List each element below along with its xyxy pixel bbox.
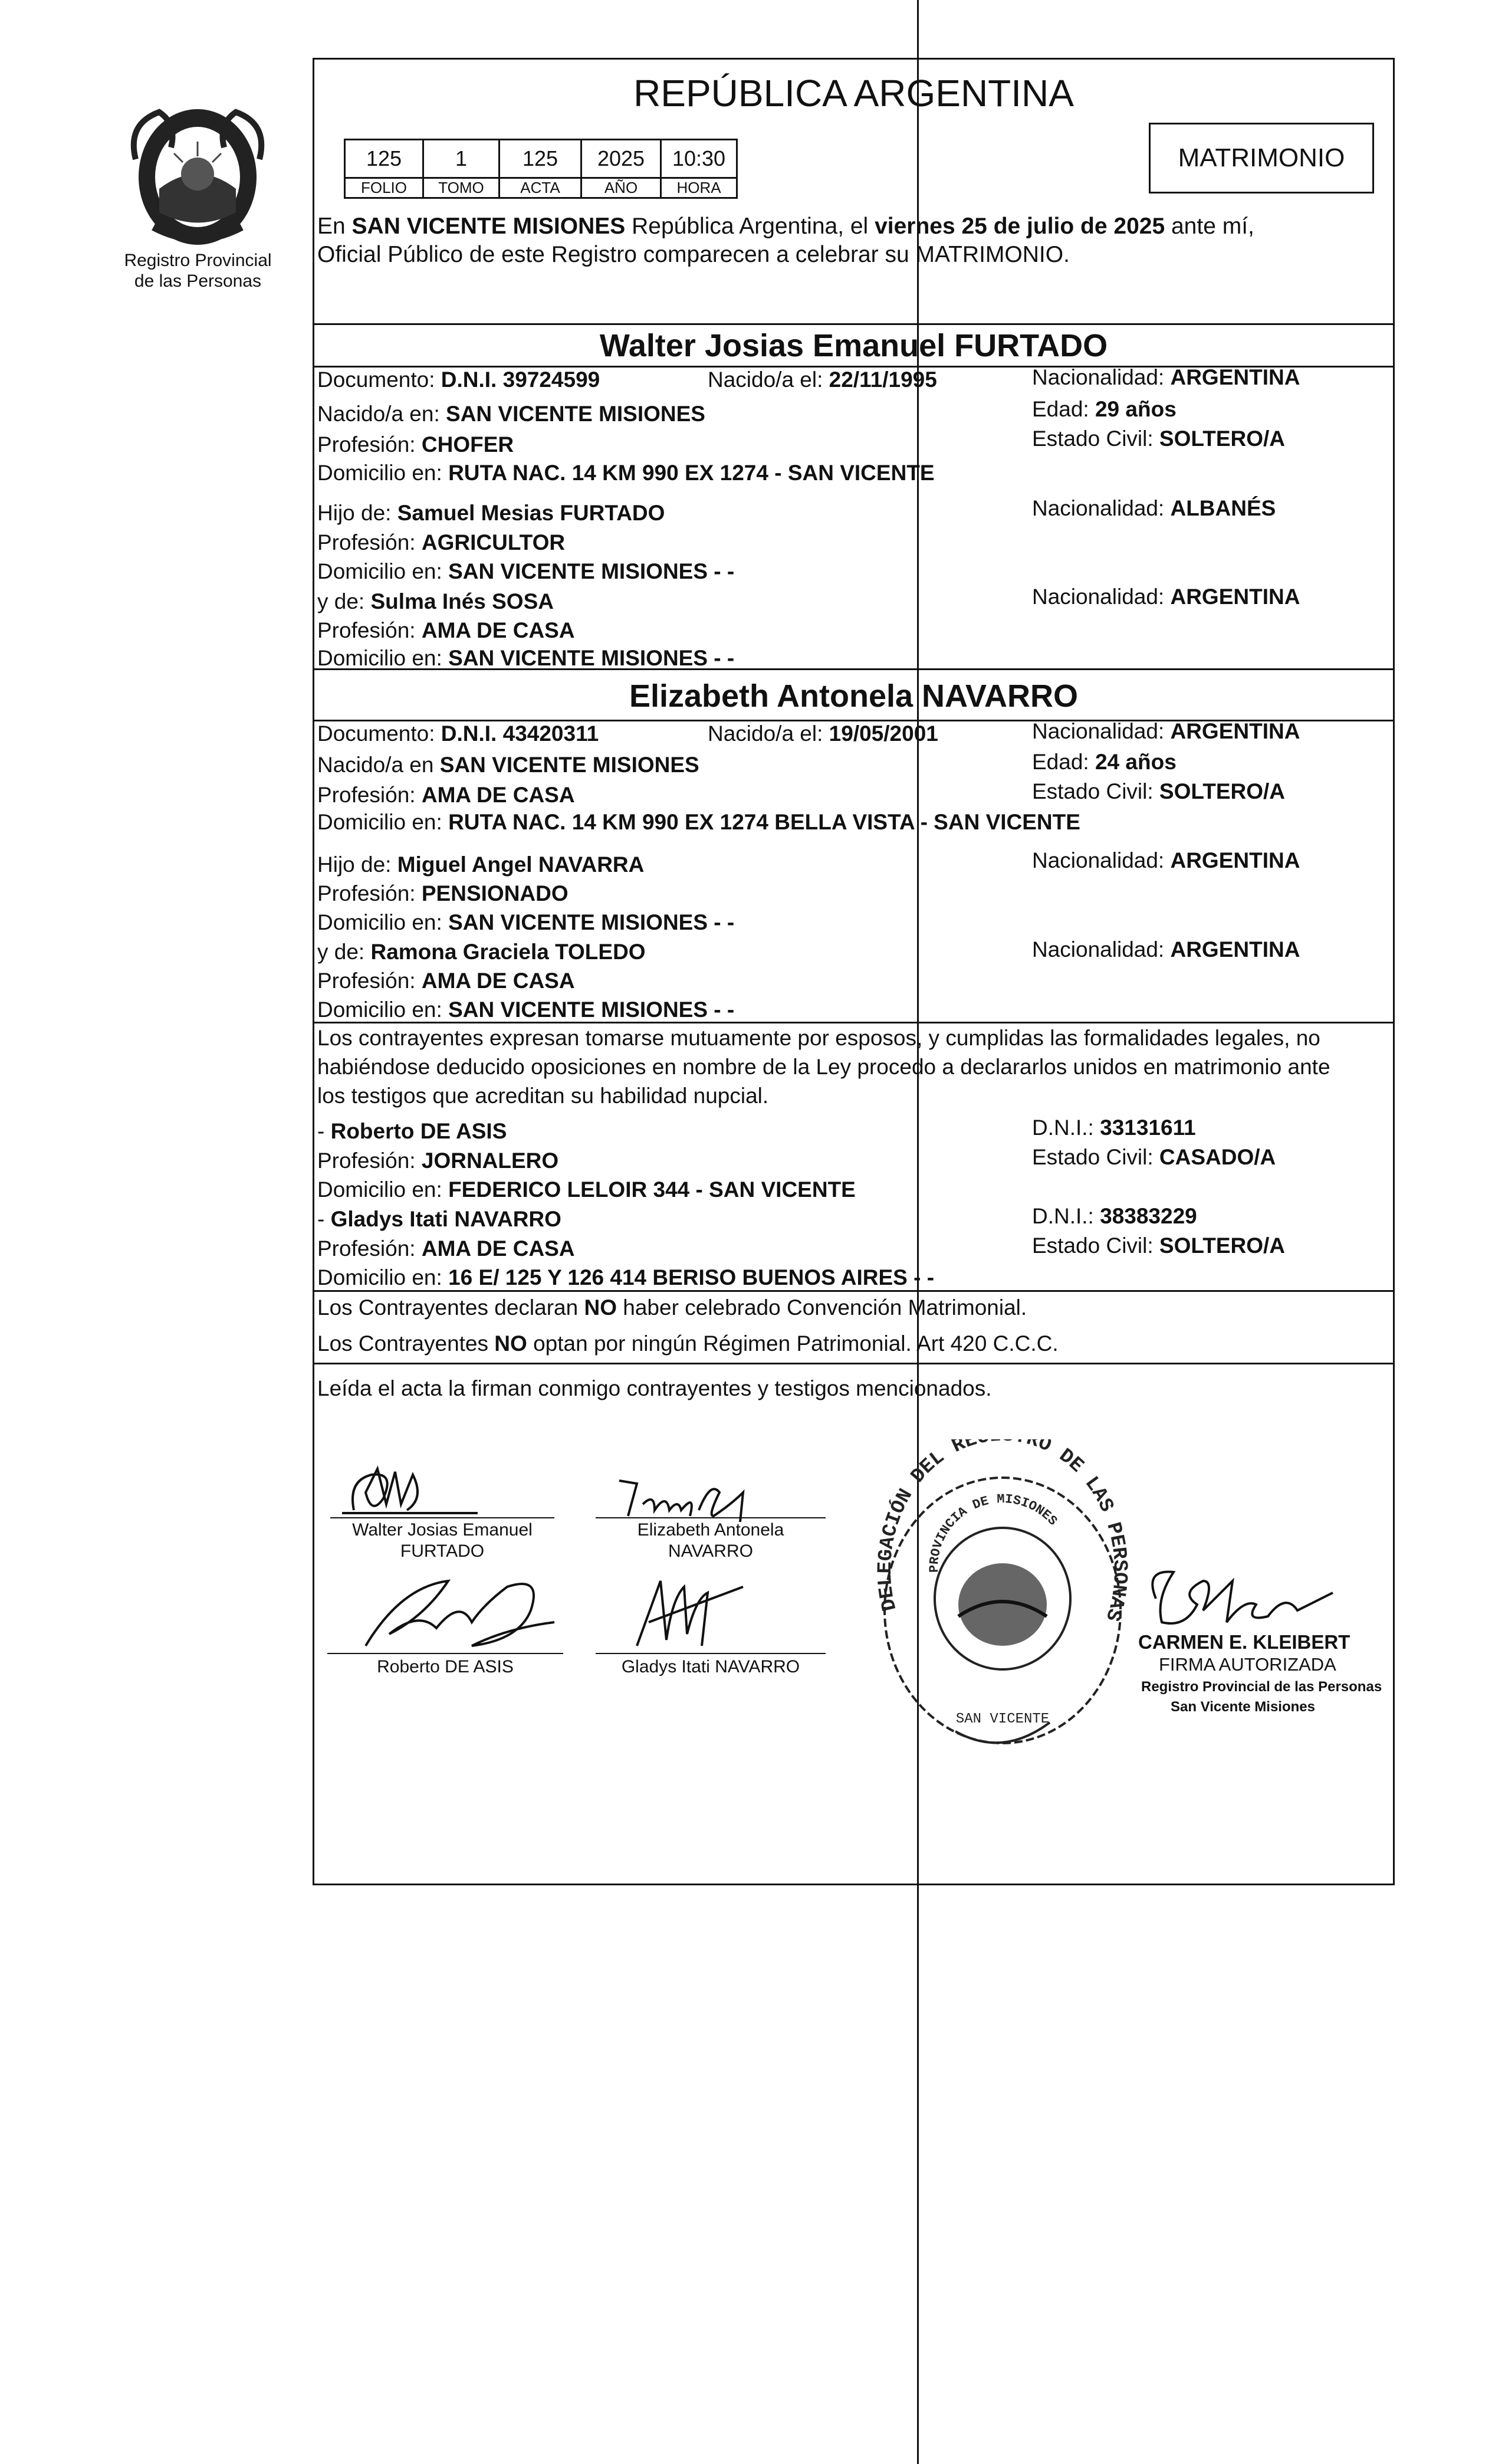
signature-witness2-name: Gladys Itati NAVARRO <box>621 1657 800 1676</box>
seal-icon <box>861 1439 1144 1746</box>
official-office: Registro Provincial de las Personas <box>1141 1679 1382 1695</box>
signature-witness1 <box>330 1563 578 1658</box>
province-logo <box>118 88 277 254</box>
spouse2-mother: y de: Ramona Graciela TOLEDO <box>317 940 646 964</box>
page-title: REPÚBLICA ARGENTINA <box>633 72 1074 114</box>
spouse2-age: Edad: 24 años <box>1032 750 1177 774</box>
seal-outer-text: DELEGACIÓN DEL RE RO DE LAS PERSONAS <box>874 1439 1131 1624</box>
signature-official <box>1120 1557 1368 1634</box>
spouse1-father-nat: Nacionalidad: ALBANÉS <box>1032 496 1276 520</box>
spouse1-addr: Domicilio en: RUTA NAC. 14 KM 990 EX 1274 - SAN VICENTE <box>317 461 935 485</box>
signature-witness1-name: Roberto DE ASIS <box>377 1657 514 1676</box>
acta-value: 125 <box>500 140 581 178</box>
spouse1-mother-prof: Profesión: AMA DE CASA <box>317 618 575 642</box>
convention-line-2: Los Contrayentes NO optan por ningún Régimen Patrimonial. Art 420 C.C.C. <box>317 1331 1059 1356</box>
acta-label: ACTA <box>500 178 581 198</box>
hora-value: 10:30 <box>661 140 737 178</box>
spouse1-doc: Documento: D.N.I. 39724599 <box>317 368 600 392</box>
spouse2-civil: Estado Civil: SOLTERO/A <box>1032 779 1286 803</box>
divider <box>313 1363 1395 1364</box>
doc-type: MATRIMONIO <box>1178 143 1345 172</box>
witness2-prof: Profesión: AMA DE CASA <box>317 1236 575 1261</box>
intro-city: SAN VICENTE MISIONES <box>351 214 626 239</box>
witness1-name: - Roberto DE ASIS <box>317 1119 507 1143</box>
declaration-line-3: los testigos que acreditan su habilidad nupcial. <box>317 1084 769 1108</box>
closing-text: Leída el acta la firman conmigo contrayentes y testigos mencionados. <box>317 1376 992 1400</box>
spouse1-father-addr: Domicilio en: SAN VICENTE MISIONES - - <box>317 559 735 583</box>
witness2-name: - Gladys Itati NAVARRO <box>317 1207 561 1231</box>
spouse2-nat: Nacionalidad: ARGENTINA <box>1032 719 1300 743</box>
intro-date: viernes 25 de julio de 2025 <box>875 214 1165 239</box>
spouse1-civil: Estado Civil: SOLTERO/A <box>1032 426 1286 451</box>
witness1-civil: Estado Civil: CASADO/A <box>1032 1145 1276 1169</box>
logo-caption-2: de las Personas <box>134 271 262 291</box>
spouse2-mother-prof: Profesión: AMA DE CASA <box>317 969 575 993</box>
spouse2-addr: Domicilio en: RUTA NAC. 14 KM 990 EX 1274 BELLA VISTA - SAN VICENTE <box>317 810 1080 834</box>
declaration-line-1: Los contrayentes expresan tomarse mutuamente por esposos, y cumplidas las formalidades legales, no <box>317 1026 1320 1050</box>
hora-label: HORA <box>661 178 737 198</box>
signature-spouse1 <box>330 1457 495 1522</box>
witness2-civil: Estado Civil: SOLTERO/A <box>1032 1233 1286 1258</box>
spouse2-birthplace: Nacido/a en SAN VICENTE MISIONES <box>317 753 699 777</box>
folio-label: FOLIO <box>345 178 423 198</box>
spouse2-born: Nacido/a el: 19/05/2001 <box>708 721 938 746</box>
logo-caption-1: Registro Provincial <box>124 251 272 270</box>
tomo-value: 1 <box>423 140 500 178</box>
divider <box>313 323 1395 325</box>
record-table <box>344 139 738 199</box>
spouse1-father-prof: Profesión: AGRICULTOR <box>317 530 566 555</box>
official-location: San Vicente Misiones <box>1171 1699 1315 1715</box>
doc-type-box <box>1149 123 1374 193</box>
spouse1-nat: Nacionalidad: ARGENTINA <box>1032 365 1300 389</box>
signature-spouse2-name-2: NAVARRO <box>668 1541 753 1561</box>
spouse2-doc: Documento: D.N.I. 43420311 <box>317 721 599 746</box>
official-seal <box>861 1439 1144 1746</box>
seal-inner-text: PROVINCIA DE MISIONES <box>926 1492 1060 1573</box>
spouse2-mother-addr: Domicilio en: SAN VICENTE MISIONES - - <box>317 998 735 1022</box>
spouse2-father-nat: Nacionalidad: ARGENTINA <box>1032 848 1300 872</box>
spouse1-prof: Profesión: CHOFER <box>317 432 514 457</box>
spouse1-father: Hijo de: Samuel Mesias FURTADO <box>317 501 665 525</box>
spouse1-birthplace: Nacido/a en: SAN VICENTE MISIONES <box>317 402 705 426</box>
coat-of-arms-icon <box>118 88 277 254</box>
witness2-addr: Domicilio en: 16 E/ 125 Y 126 414 BERISO BUENOS AIRES - - <box>317 1265 935 1290</box>
spouse1-born: Nacido/a el: 22/11/1995 <box>708 368 937 392</box>
witness2-dni: D.N.I.: 38383229 <box>1032 1204 1197 1228</box>
spouse2-father: Hijo de: Miguel Angel NAVARRA <box>317 852 645 877</box>
spouse1-mother-nat: Nacionalidad: ARGENTINA <box>1032 585 1300 609</box>
official-title: FIRMA AUTORIZADA <box>1159 1654 1336 1675</box>
spouse2-father-prof: Profesión: PENSIONADO <box>317 881 569 905</box>
spouse2-mother-nat: Nacionalidad: ARGENTINA <box>1032 937 1300 962</box>
seal-bottom-text: SAN VICENTE <box>955 1711 1050 1727</box>
intro-line-2: Oficial Público de este Registro comparecen a celebrar su MATRIMONIO. <box>317 242 1070 267</box>
anio-value: 2025 <box>581 140 661 178</box>
spouse2-name: Elizabeth Antonela NAVARRO <box>629 678 1079 714</box>
intro-line-1: En SAN VICENTE MISIONES República Argentina, el viernes 25 de julio de 2025 ante mí, <box>317 214 1254 239</box>
spouse1-name: Walter Josias Emanuel FURTADO <box>599 328 1108 363</box>
witness1-dni: D.N.I.: 33131611 <box>1032 1115 1196 1140</box>
convention-line-1: Los Contrayentes declaran NO haber celebrado Convención Matrimonial. <box>317 1295 1027 1320</box>
spouse1-age: Edad: 29 años <box>1032 397 1177 421</box>
declaration-line-2: habiéndose deducido oposiciones en nombre de la Ley procedo a declararlos unidos en matrimonio ante <box>317 1055 1330 1079</box>
witness1-addr: Domicilio en: FEDERICO LELOIR 344 - SAN VICENTE <box>317 1177 856 1202</box>
svg-text:PROVINCIA DE MISIONES <box>927 1492 1060 1573</box>
witness1-prof: Profesión: JORNALERO <box>317 1149 559 1173</box>
signature-spouse2-name-1: Elizabeth Antonela <box>637 1520 784 1540</box>
signature-spouse1-name-2: FURTADO <box>400 1541 485 1561</box>
signature-witness2 <box>613 1563 767 1658</box>
signature-spouse1-name-1: Walter Josias Emanuel <box>352 1520 533 1540</box>
spouse2-prof: Profesión: AMA DE CASA <box>317 783 575 807</box>
spouse1-mother-addr: Domicilio en: SAN VICENTE MISIONES - - <box>317 646 735 670</box>
official-name: CARMEN E. KLEIBERT <box>1138 1631 1350 1653</box>
spouse1-mother: y de: Sulma Inés SOSA <box>317 589 554 613</box>
tomo-label: TOMO <box>423 178 500 198</box>
anio-label: AÑO <box>581 178 661 198</box>
spouse2-father-addr: Domicilio en: SAN VICENTE MISIONES - - <box>317 910 735 934</box>
folio-value: 125 <box>345 140 423 178</box>
